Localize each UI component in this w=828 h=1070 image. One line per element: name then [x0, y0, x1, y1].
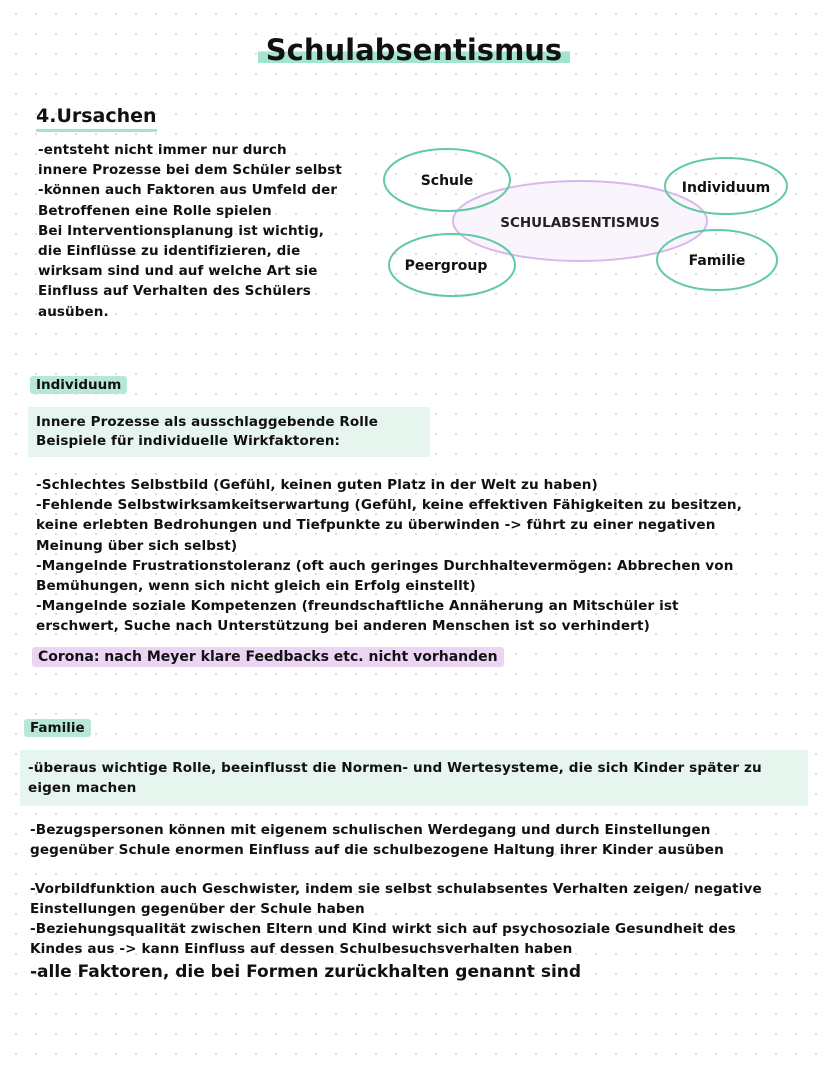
- center-label: SCHULABSENTISMUS: [500, 215, 660, 231]
- text-line: Kindes aus -> kann Einfluss auf dessen Schulbesuchsverhalten haben: [30, 941, 573, 957]
- text-line: -überaus wichtige Rolle, beeinflusst die Normen- und Wertesysteme, die sich Kinder später zu: [28, 760, 762, 776]
- text-line: wirksam sind und auf welche Art sie: [38, 263, 318, 280]
- node-label-schule: Schule: [420, 173, 474, 189]
- text-line: -entsteht nicht immer nur durch: [38, 142, 287, 158]
- familie-block-1: [30, 820, 724, 860]
- text-line: Meinung über sich selbst): [36, 537, 238, 554]
- heading-familie: Familie: [24, 719, 91, 737]
- ursachen-paragraph: [38, 140, 342, 322]
- individuum-factors: [36, 475, 742, 637]
- text-line: -können auch Faktoren aus Umfeld der: [38, 182, 338, 199]
- text-line: Innere Prozesse als ausschlaggebende Rolle: [36, 414, 379, 430]
- text-line: -Mangelnde soziale Kompetenzen (freundschaftliche Annäherung an Mitschüler ist: [36, 598, 679, 615]
- heading-individuum: Individuum: [30, 376, 127, 394]
- text-line: Bemühungen, wenn sich nicht gleich ein Erfolg einstellt): [36, 578, 476, 595]
- text-line: eigen machen: [28, 780, 137, 796]
- causes-diagram: [380, 140, 800, 310]
- heading-ursachen: 4.Ursachen: [36, 103, 157, 132]
- text-line: -Beziehungsqualität zwischen Eltern und Kind wirkt sich auf psychosoziale Gesundheit des: [30, 921, 736, 937]
- text-line: ausüben.: [38, 303, 109, 320]
- corona-note: Corona: nach Meyer klare Feedbacks etc. nicht vorhanden: [32, 647, 504, 667]
- text-line: innere Prozesse bei dem Schüler selbst: [38, 162, 342, 179]
- text-line: Betroffenen eine Rolle spielen: [38, 202, 272, 219]
- familie-block-2: [30, 879, 762, 959]
- text-line: Bei Interventionsplanung ist wichtig,: [38, 222, 324, 239]
- text-line: die Einflüsse zu identifizieren, die: [38, 243, 301, 260]
- text-line: -Bezugspersonen können mit eigenem schulischen Werdegang und durch Einstellungen: [30, 822, 711, 838]
- text-line: keine erlebten Bedrohungen und Tiefpunkte zu überwinden -> führt zu einer negativen: [36, 517, 716, 534]
- text-line: -Mangelnde Frustrationstoleranz (oft auch geringes Durchhaltevermögen: Abbrechen von: [36, 557, 734, 574]
- text-line: -Schlechtes Selbstbild (Gefühl, keinen guten Platz in der Welt zu haben): [36, 477, 598, 493]
- familie-highlight-box: [20, 750, 808, 806]
- text-line: Beispiele für individuelle Wirkfaktoren:: [36, 433, 341, 449]
- node-label-familie: Familie: [688, 253, 746, 269]
- node-label-peergroup: Peergroup: [404, 258, 488, 274]
- text-line: Einstellungen gegenüber der Schule haben: [30, 901, 365, 917]
- text-line: erschwert, Suche nach Unterstützung bei anderen Menschen ist so verhindert): [36, 618, 650, 635]
- text-line: Einfluss auf Verhalten des Schülers: [38, 283, 311, 300]
- page-title-text: Schulabsentismus: [258, 33, 570, 67]
- individuum-intro-box: [28, 407, 430, 457]
- text-line: -Fehlende Selbstwirksamkeitserwartung (Gefühl, keine effektiven Fähigkeiten zu besitzen,: [36, 497, 742, 514]
- familie-last-line: -alle Faktoren, die bei Formen zurückhalten genannt sind: [30, 962, 582, 982]
- text-line: gegenüber Schule enormen Einfluss auf die schulbezogene Haltung ihrer Kinder ausüben: [30, 842, 724, 858]
- node-label-individuum: Individuum: [681, 180, 771, 196]
- page-title: [0, 30, 828, 70]
- text-line: -Vorbildfunktion auch Geschwister, indem sie selbst schulabsentes Verhalten zeigen/ negative: [30, 881, 762, 897]
